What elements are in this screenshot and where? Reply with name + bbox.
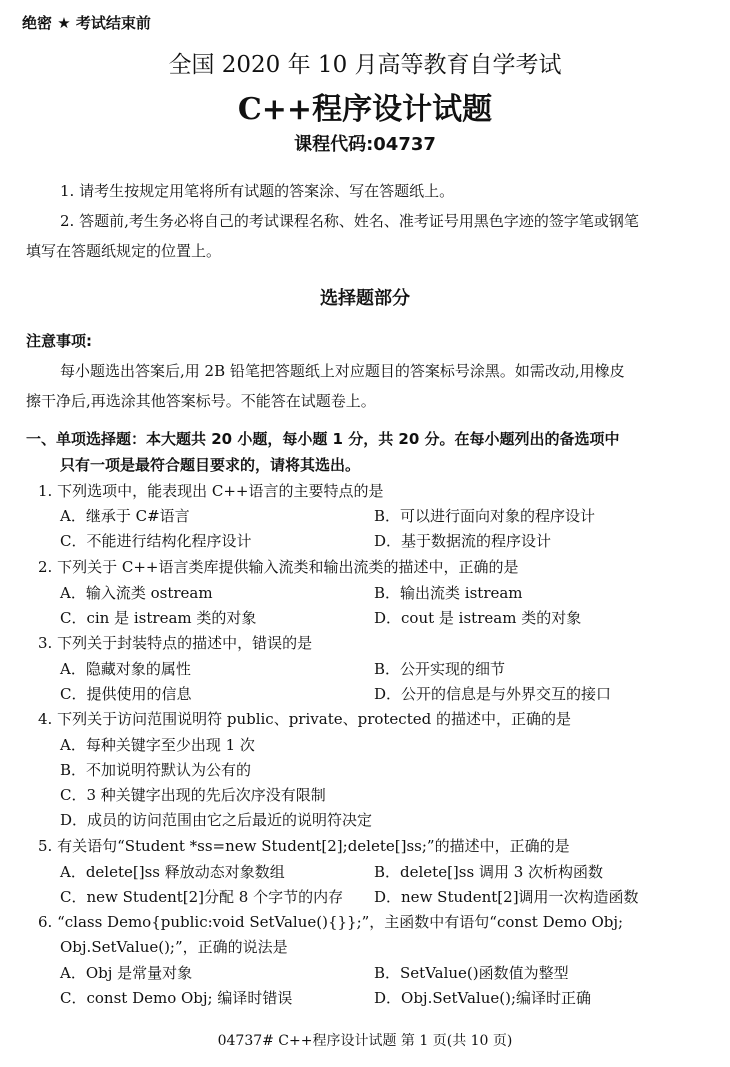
q2-option-c: C．cin 是 istream 类的对象	[60, 609, 257, 627]
notes-label: 注意事项:	[26, 332, 92, 350]
part1-heading: 一、单项选择题：本大题共 20 小题，每小题 1 分，共 20 分。在每小题列出的备选项中	[26, 430, 620, 448]
confidential-mark: 绝密 ★ 考试结束前	[22, 14, 151, 32]
question-1-stem: 1. 下列选项中，能表现出 C++语言的主要特点的是	[38, 482, 384, 500]
course-code: 课程代码:04737	[294, 134, 436, 155]
q6-option-c: C．const Demo Obj; 编译时错误	[60, 989, 293, 1007]
question-5-stem: 5. 有关语句“Student *ss=new Student[2];delete[]ss;”的描述中，正确的是	[38, 837, 570, 855]
instruction-1: 1. 请考生按规定用笔将所有试题的答案涂、写在答题纸上。	[60, 182, 455, 200]
question-6-stem-cont: Obj.SetValue();”，正确的说法是	[60, 938, 288, 956]
section-title: 选择题部分	[320, 288, 410, 309]
question-6-stem: 6. “class Demo{public:void SetValue(){}};”，主函数中有语句“const Demo Obj;	[38, 913, 624, 931]
question-2-stem: 2. 下列关于 C++语言类库提供输入流类和输出流类的描述中，正确的是	[38, 558, 519, 576]
q3-option-c: C．提供使用的信息	[60, 685, 192, 703]
q5-option-b: B．delete[]ss 调用 3 次析构函数	[374, 863, 604, 881]
q6-option-b: B．SetValue()函数值为整型	[374, 964, 569, 982]
q2-option-a: A．输入流类 ostream	[60, 584, 213, 602]
q1-option-d: D．基于数据流的程序设计	[374, 532, 552, 550]
instruction-2-cont: 填写在答题纸规定的位置上。	[26, 242, 222, 260]
q5-option-c: C．new Student[2]分配 8 个字节的内存	[60, 888, 344, 906]
exam-title: 全国 2020 年 10 月高等教育自学考试	[168, 52, 562, 78]
notes-line-1: 每小题选出答案后,用 2B 铅笔把答题纸上对应题目的答案标号涂黑。如需改动,用橡皮	[60, 362, 625, 380]
q2-option-d: D．cout 是 istream 类的对象	[374, 609, 582, 627]
q4-option-a: A．每种关键字至少出现 1 次	[60, 736, 255, 754]
paper-title: C++程序设计试题	[237, 92, 493, 127]
q5-option-a: A．delete[]ss 释放动态对象数组	[60, 863, 285, 881]
question-4-stem: 4. 下列关于访问范围说明符 public、private、protected 的描述中，正确的是	[38, 710, 571, 728]
q1-option-a: A．继承于 C#语言	[60, 507, 190, 525]
q2-option-b: B．输出流类 istream	[374, 584, 523, 602]
notes-line-2: 擦干净后,再选涂其他答案标号。不能答在试题卷上。	[26, 392, 376, 410]
part1-heading-cont: 只有一项是最符合题目要求的，请将其选出。	[60, 456, 361, 474]
q4-option-c: C．3 种关键字出现的先后次序没有限制	[60, 786, 326, 804]
q4-option-b: B．不加说明符默认为公有的	[60, 761, 252, 779]
q1-option-b: B．可以进行面向对象的程序设计	[374, 507, 596, 525]
q4-option-d: D．成员的访问范围由它之后最近的说明符决定	[60, 811, 373, 829]
q3-option-a: A．隐藏对象的属性	[60, 660, 191, 678]
q3-option-b: B．公开实现的细节	[374, 660, 506, 678]
question-3-stem: 3. 下列关于封装特点的描述中，错误的是	[38, 634, 313, 652]
instruction-2: 2. 答题前,考生务必将自己的考试课程名称、姓名、准考证号用黑色字迹的签字笔或钢笔	[60, 212, 639, 230]
q6-option-d: D．Obj.SetValue();编译时正确	[374, 989, 592, 1007]
q6-option-a: A．Obj 是常量对象	[60, 964, 193, 982]
q5-option-d: D．new Student[2]调用一次构造函数	[374, 888, 639, 906]
page-footer: 04737# C++程序设计试题 第 1 页(共 10 页)	[217, 1033, 513, 1049]
q3-option-d: D．公开的信息是与外界交互的接口	[374, 685, 612, 703]
q1-option-c: C．不能进行结构化程序设计	[60, 532, 252, 550]
